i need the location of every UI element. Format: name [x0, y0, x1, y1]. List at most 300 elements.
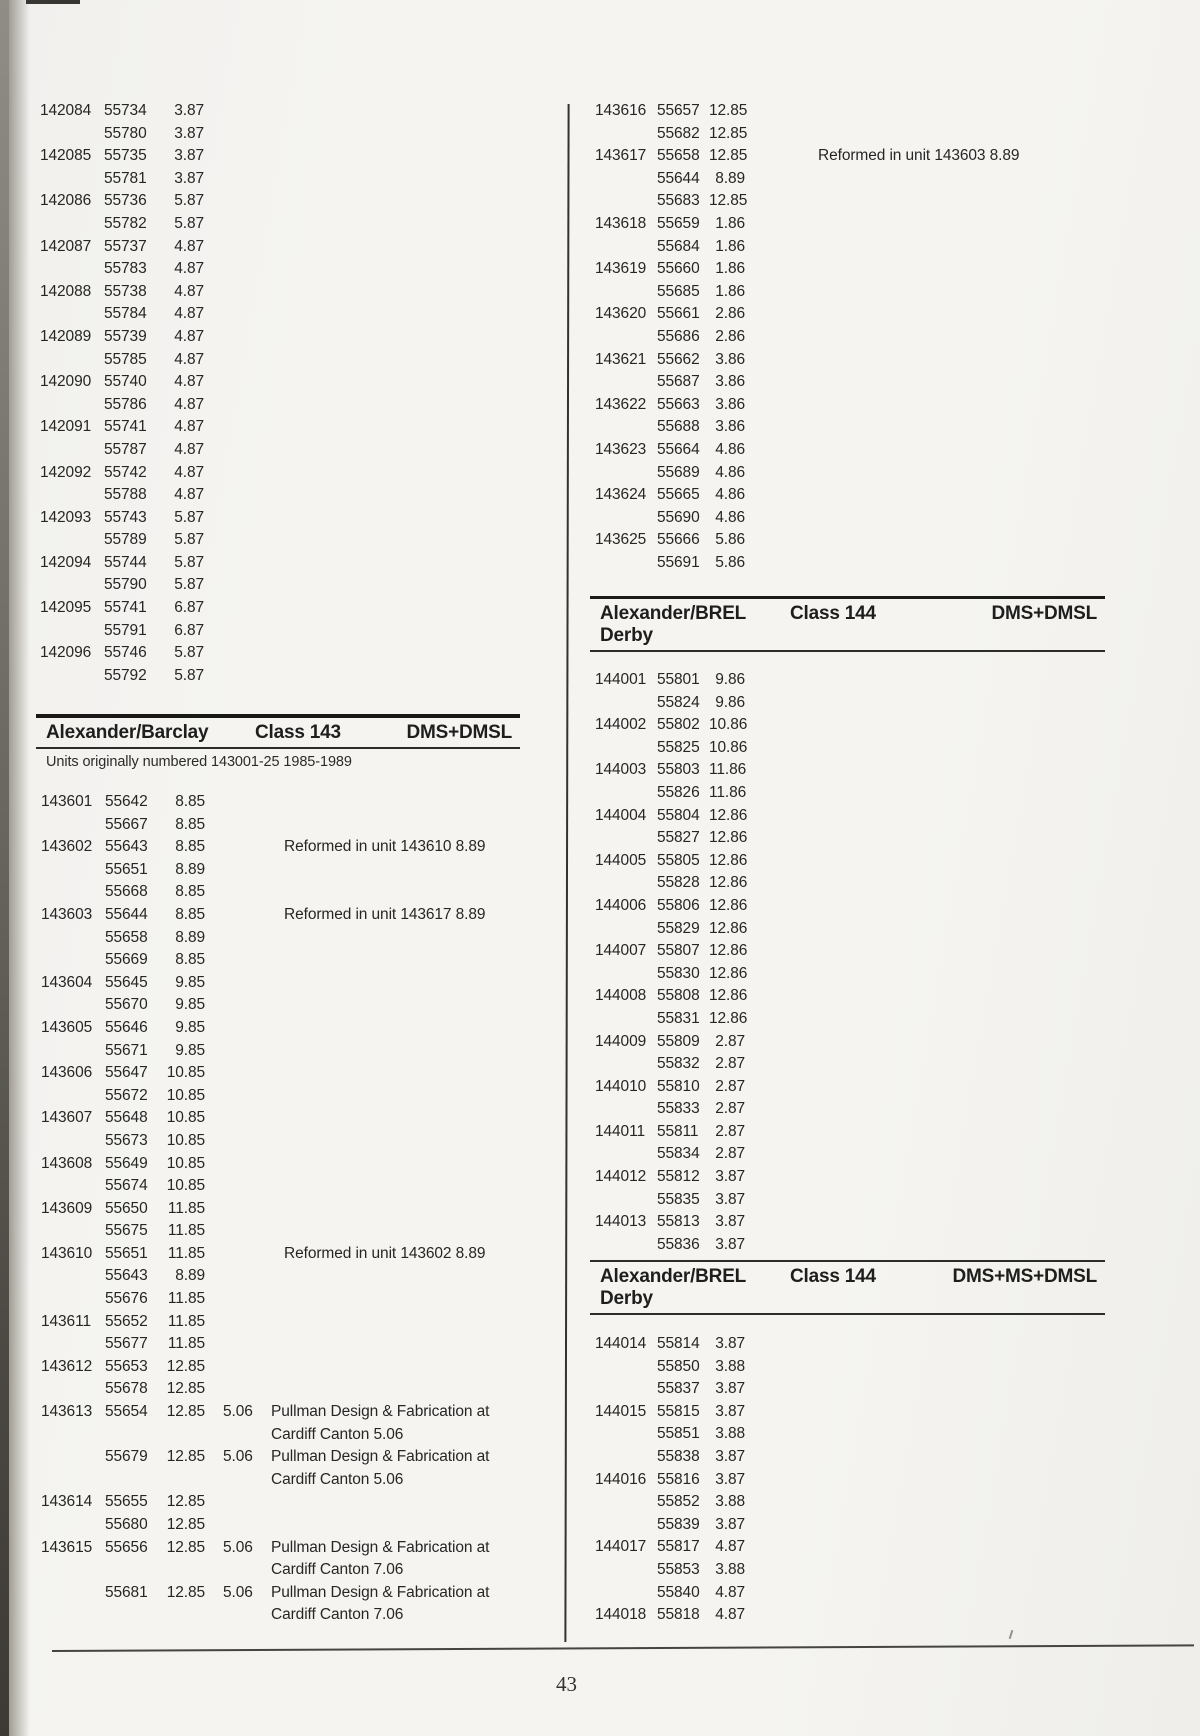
car-number: 55649: [105, 1154, 148, 1172]
table-row: [41, 1220, 520, 1243]
note: [263, 814, 495, 837]
service-date: 8.85: [175, 793, 205, 810]
unit-number: 144008: [595, 987, 647, 1005]
note: [745, 1469, 1165, 1492]
note: [263, 1153, 495, 1176]
note: [262, 484, 494, 507]
car-number: 55685: [657, 282, 700, 300]
unit-number: [595, 1514, 657, 1537]
table-row: [595, 258, 1195, 281]
note: [263, 994, 495, 1017]
unit-number: 143608: [41, 1154, 93, 1172]
table-row: [40, 303, 545, 326]
note-line: Cardiff Canton 7.06: [271, 1561, 404, 1579]
note: [263, 1130, 495, 1153]
car-number: 55643: [105, 838, 148, 856]
service-date: 5.87: [174, 666, 204, 684]
table-row: [41, 1356, 520, 1379]
table-row: [41, 972, 520, 995]
note-date: [205, 1153, 263, 1176]
unit-number: 143625: [595, 531, 647, 549]
service-date: 3.88: [715, 1357, 745, 1375]
service-date: 10.85: [166, 1131, 205, 1149]
table-row: [40, 416, 545, 439]
note-date: [205, 1085, 263, 1108]
table-row: [41, 1265, 520, 1288]
service-date: 3.87: [715, 1470, 745, 1488]
note-date: 5.06: [223, 1403, 253, 1421]
note: [263, 1107, 495, 1130]
unit-number: [40, 484, 104, 507]
unit-number: 143617: [595, 147, 647, 165]
note: [745, 714, 1165, 737]
note-date: [204, 371, 262, 394]
note: [745, 1189, 1165, 1212]
unit-number: [595, 190, 657, 213]
unit-number: 144009: [595, 1032, 647, 1050]
service-date: 12.86: [709, 874, 748, 892]
note-date: [205, 1333, 263, 1356]
unit-number: [595, 872, 657, 895]
car-number: 55851: [657, 1425, 700, 1443]
unit-number: 143606: [41, 1064, 93, 1082]
unit-number: [40, 168, 104, 191]
table-row: [41, 791, 520, 814]
unit-number: 142093: [40, 508, 92, 526]
service-date: 1.86: [715, 214, 745, 232]
car-number: 55738: [104, 282, 147, 300]
table-row: [41, 949, 520, 972]
note-line: Cardiff Canton 5.06: [271, 1470, 404, 1488]
car-number: 55691: [657, 553, 700, 571]
class144-table-2: [590, 1333, 1105, 1627]
note: [263, 1514, 495, 1537]
note-line: Pullman Design & Fabrication at: [271, 1538, 490, 1556]
note-date: [204, 100, 262, 123]
note: [263, 1040, 495, 1063]
unit-number: 144016: [595, 1470, 647, 1488]
table-row: [595, 1053, 1105, 1076]
table-row: [41, 1243, 520, 1266]
note: [745, 1423, 1165, 1446]
service-date: 12.86: [709, 896, 748, 914]
car-number: 55665: [657, 486, 700, 504]
note-date: 5.06: [223, 1448, 253, 1466]
car-number: 55651: [105, 860, 148, 878]
table-row: [595, 782, 1105, 805]
table-row: [595, 1121, 1105, 1144]
class-label: Class 143: [255, 722, 341, 743]
note: [262, 552, 494, 575]
note-date: [204, 484, 262, 507]
service-date: 9.85: [175, 996, 205, 1014]
unit-number: [595, 281, 657, 304]
table-row: [595, 985, 1105, 1008]
car-number: 55650: [105, 1199, 148, 1217]
service-date: 4.87: [174, 373, 204, 391]
unit-number: 142096: [40, 644, 92, 662]
table-row: [41, 1107, 520, 1130]
table-row: [41, 1514, 520, 1537]
note: [262, 258, 494, 281]
table-row: [40, 665, 545, 688]
service-date: 8.85: [175, 815, 205, 833]
car-number: 55839: [657, 1515, 700, 1533]
service-date: 12.85: [166, 1493, 205, 1511]
service-date: 10.85: [166, 1064, 205, 1082]
unit-number: [40, 529, 104, 552]
service-date: 4.87: [174, 486, 204, 504]
note: [263, 1311, 495, 1334]
note: [262, 574, 494, 597]
note: [745, 1166, 1165, 1189]
unit-number: [595, 1189, 657, 1212]
table-row: [595, 1423, 1105, 1446]
table-row: [40, 190, 545, 213]
service-date: 4.87: [174, 237, 204, 255]
note-date: [204, 462, 262, 485]
car-number: 55666: [657, 531, 700, 549]
unit-number: 144010: [595, 1077, 647, 1095]
car-number: 55785: [104, 350, 147, 368]
table-row: [595, 692, 1105, 715]
car-number: 55784: [104, 305, 147, 323]
unit-number: [595, 1008, 657, 1031]
car-number: 55673: [105, 1131, 148, 1149]
service-date: 4.87: [174, 395, 204, 413]
service-date: 5.87: [174, 214, 204, 232]
note: [263, 859, 495, 882]
unit-number: [40, 665, 104, 688]
service-date: 10.85: [166, 1154, 205, 1172]
table-row: [595, 462, 1195, 485]
car-number: 55646: [105, 1018, 148, 1036]
note-date: [205, 1356, 263, 1379]
car-number: 55669: [105, 951, 148, 969]
service-date: 3.87: [715, 1190, 745, 1208]
note: [262, 281, 494, 304]
unit-number: [595, 918, 657, 941]
table-row: [595, 371, 1195, 394]
car-number: 55734: [104, 102, 147, 119]
service-date: 4.87: [715, 1606, 745, 1624]
table-row: [595, 168, 1195, 191]
note: [745, 281, 1165, 304]
note: [745, 168, 1165, 191]
unit-number: [595, 1446, 657, 1469]
note-date: [205, 1130, 263, 1153]
car-number: 55690: [657, 508, 700, 526]
service-date: 12.85: [709, 102, 748, 119]
car-number: 55826: [657, 783, 700, 801]
service-date: 12.85: [166, 1403, 205, 1421]
note: [745, 123, 1165, 146]
note-date: [205, 1288, 263, 1311]
note-line: Pullman Design & Fabrication at: [271, 1448, 490, 1466]
manufacturer-label: Alexander/Barclay: [46, 722, 209, 743]
service-date: 12.86: [709, 987, 748, 1005]
service-date: 2.87: [715, 1100, 745, 1118]
section-class143: [36, 714, 520, 1627]
note: [745, 416, 1165, 439]
car-number: 55782: [104, 214, 147, 232]
table-row: [41, 1333, 520, 1356]
car-number: 55788: [104, 486, 147, 504]
car-number: 55678: [105, 1380, 148, 1398]
service-date: 5.87: [174, 644, 204, 662]
unit-number: 142086: [40, 192, 92, 210]
note: [262, 462, 494, 485]
note: [263, 1220, 495, 1243]
table-row: [595, 1211, 1105, 1234]
unit-number: [595, 1143, 657, 1166]
class-label: Class 144: [790, 1266, 876, 1287]
unit-number: [41, 881, 105, 904]
unit-number: [595, 737, 657, 760]
unit-number: 144012: [595, 1168, 647, 1186]
note: [262, 620, 494, 643]
table-row: [40, 168, 545, 191]
note: [263, 791, 495, 814]
unit-number: [41, 1220, 105, 1243]
table-row: [595, 1469, 1105, 1492]
car-number: 55682: [657, 124, 700, 142]
unit-number: [41, 1514, 105, 1537]
unit-number: 143623: [595, 440, 647, 458]
note-date: [204, 281, 262, 304]
note-date: [205, 1265, 263, 1288]
note: [745, 669, 1165, 692]
car-number: 55792: [104, 666, 147, 684]
car-number: 55664: [657, 440, 700, 458]
note: [745, 759, 1165, 782]
service-date: 4.87: [715, 1538, 745, 1556]
car-number: 55810: [657, 1077, 700, 1095]
unit-number: 142085: [40, 147, 92, 165]
note-date: [204, 642, 262, 665]
note: [262, 303, 494, 326]
note-date: [204, 574, 262, 597]
unit-number: [40, 258, 104, 281]
table-row: [40, 326, 545, 349]
footer-rule: [52, 1644, 1194, 1652]
service-date: 11.86: [709, 783, 747, 801]
car-number: 55787: [104, 440, 147, 458]
table-row: [41, 1288, 520, 1311]
unit-number: 143601: [41, 793, 93, 810]
car-number: 55832: [657, 1055, 700, 1073]
service-date: 11.85: [167, 1290, 205, 1308]
note-line: Pullman Design & Fabrication at: [271, 1403, 490, 1421]
table-row: [40, 597, 545, 620]
unit-number: [41, 949, 105, 972]
car-number: 55736: [104, 192, 147, 210]
unit-number: [595, 1234, 657, 1257]
unit-number: [595, 1559, 657, 1582]
car-number: 55668: [105, 883, 148, 901]
unit-number: [595, 416, 657, 439]
table-row: [595, 349, 1195, 372]
table-row: [41, 1537, 520, 1582]
car-number: 55833: [657, 1100, 700, 1118]
table-row: [41, 1175, 520, 1198]
service-date: 4.86: [715, 508, 745, 526]
table-row: [595, 1559, 1105, 1582]
right-column-class143-table: [595, 100, 1195, 574]
service-date: 4.87: [174, 305, 204, 323]
service-date: 12.86: [709, 829, 748, 847]
note-date: [204, 507, 262, 530]
note: [745, 1356, 1165, 1379]
car-number: 55742: [104, 463, 147, 481]
table-row: [40, 462, 545, 485]
table-row: [41, 859, 520, 882]
car-number: 55815: [657, 1402, 700, 1420]
service-date: 12.85: [166, 1448, 205, 1466]
service-date: 11.86: [709, 761, 747, 779]
service-date: 3.88: [715, 1425, 745, 1443]
table-row: [595, 529, 1195, 552]
note: [745, 1536, 1165, 1559]
table-row: [595, 484, 1195, 507]
service-date: 3.87: [715, 1213, 745, 1231]
note-date: [205, 814, 263, 837]
car-number: 55806: [657, 896, 700, 914]
car-number: 55809: [657, 1032, 700, 1050]
table-row: [595, 1401, 1105, 1424]
car-number: 55835: [657, 1190, 700, 1208]
unit-number: 144002: [595, 716, 647, 734]
table-row: [595, 1604, 1105, 1627]
table-row: [595, 1031, 1105, 1054]
note: [745, 1031, 1165, 1054]
car-number: 55817: [657, 1538, 700, 1556]
reformed-note: Reformed in unit 143603 8.89: [818, 147, 1020, 165]
service-date: 3.86: [715, 373, 745, 391]
unit-number: [595, 371, 657, 394]
table-row: [595, 303, 1195, 326]
unit-number: 142091: [40, 418, 92, 436]
car-number: 55744: [104, 553, 147, 571]
table-row: [595, 1333, 1105, 1356]
unit-number: 142090: [40, 373, 92, 391]
note: [745, 827, 1165, 850]
service-date: 12.86: [709, 1009, 748, 1027]
unit-number: 144004: [595, 806, 647, 824]
service-date: 4.87: [715, 1583, 745, 1601]
service-date: 2.87: [715, 1055, 745, 1073]
note: [263, 1198, 495, 1221]
note: [262, 168, 494, 191]
service-date: 5.87: [174, 508, 204, 526]
service-date: 2.87: [715, 1145, 745, 1163]
service-date: 9.86: [715, 671, 745, 688]
note-date: [204, 349, 262, 372]
car-number: 55804: [657, 806, 700, 824]
manufacturer-label: Alexander/BREL Derby: [600, 603, 746, 646]
note: [745, 303, 1165, 326]
service-date: 4.86: [715, 486, 745, 504]
note: [263, 1401, 495, 1446]
unit-number: [595, 123, 657, 146]
note-line: Cardiff Canton 5.06: [271, 1425, 404, 1443]
car-number: 55671: [105, 1041, 148, 1059]
unit-number: 144007: [595, 942, 647, 960]
note: [263, 1491, 495, 1514]
table-row: [40, 484, 545, 507]
unit-number: 142094: [40, 553, 92, 571]
service-date: 4.86: [715, 463, 745, 481]
note: [745, 1333, 1165, 1356]
service-date: 6.87: [174, 599, 204, 617]
note-date: [204, 416, 262, 439]
unit-number: 143618: [595, 214, 647, 232]
note-date: [205, 1311, 263, 1334]
service-date: 9.85: [175, 973, 205, 991]
unit-number: [595, 782, 657, 805]
service-date: 2.87: [715, 1032, 745, 1050]
table-row: [40, 439, 545, 462]
section-header-class143: [36, 714, 520, 749]
service-date: 2.87: [715, 1077, 745, 1095]
unit-number: [595, 168, 657, 191]
note: [263, 1537, 495, 1582]
table-row: [595, 507, 1195, 530]
service-date: 5.86: [715, 531, 745, 549]
car-number: 55681: [105, 1583, 148, 1601]
note: [745, 258, 1165, 281]
car-number: 55659: [657, 214, 700, 232]
table-row: [40, 213, 545, 236]
car-number: 55789: [104, 531, 147, 549]
table-row: [595, 1189, 1105, 1212]
car-number: 55687: [657, 373, 700, 391]
table-row: [595, 100, 1195, 123]
unit-number: [41, 1288, 105, 1311]
service-date: 5.86: [715, 553, 745, 571]
unit-number: [41, 859, 105, 882]
note-date: [204, 123, 262, 146]
unit-number: [41, 994, 105, 1017]
note-date: [205, 1040, 263, 1063]
service-date: 8.89: [715, 169, 745, 187]
note-date: [205, 972, 263, 995]
car-number: 55831: [657, 1009, 700, 1027]
car-number: 55648: [105, 1109, 148, 1127]
note-date: [205, 1220, 263, 1243]
reformed-note: Reformed in unit 143610 8.89: [284, 838, 486, 856]
car-number: 55790: [104, 576, 147, 594]
column-divider-rule: [564, 104, 569, 1642]
table-row: [41, 1491, 520, 1514]
unit-number: 143605: [41, 1018, 93, 1036]
note: [263, 1446, 495, 1491]
table-row: [41, 1446, 520, 1491]
table-row: [41, 1040, 520, 1063]
service-date: 4.87: [174, 418, 204, 436]
service-date: 1.86: [715, 282, 745, 300]
service-date: 3.87: [174, 102, 204, 119]
table-row: [595, 552, 1195, 575]
unit-number: 144018: [595, 1606, 647, 1624]
car-number: 55791: [104, 621, 147, 639]
table-row: [41, 1062, 520, 1085]
car-number: 55786: [104, 395, 147, 413]
car-number: 55683: [657, 192, 700, 210]
unit-number: 144014: [595, 1335, 647, 1352]
car-number: 55647: [105, 1064, 148, 1082]
unit-number: [595, 1098, 657, 1121]
